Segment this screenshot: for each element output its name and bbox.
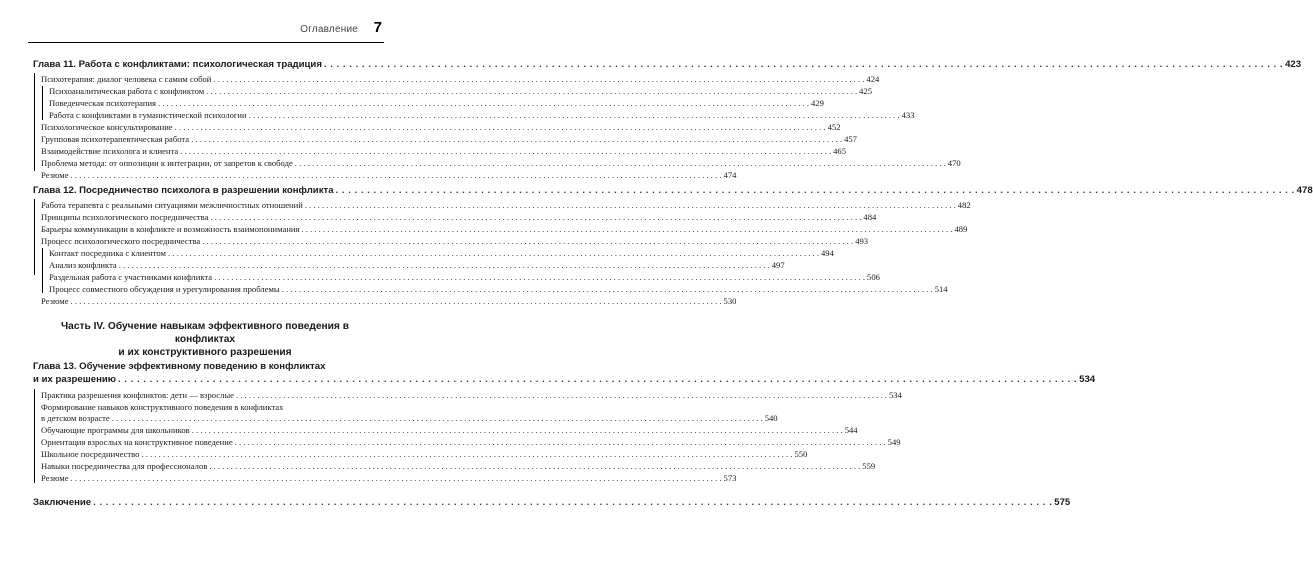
- leader-dots: [141, 449, 792, 459]
- section-bracket: [34, 389, 35, 483]
- toc-entry[interactable]: [41, 134, 857, 144]
- toc-page-number: 497: [771, 260, 785, 270]
- leader-dots: [235, 437, 886, 447]
- toc-page-number: 489: [954, 224, 968, 234]
- toc-page-number: 474: [723, 170, 737, 180]
- toc-entry-title: Практика разрешения конфликтов: дети — взрослые: [41, 390, 234, 400]
- toc-entry-title: Процесс совместного обсуждения и урегулирования проблемы: [49, 284, 280, 294]
- running-header-title: Оглавление: [300, 24, 358, 35]
- toc-page-number: 425: [859, 86, 873, 96]
- toc-chapter-13[interactable]: [33, 374, 1096, 385]
- leader-dots: [71, 296, 722, 306]
- toc-entry-title: Работа с конфликтами в гуманистической психологии: [49, 110, 247, 120]
- leader-dots: [180, 146, 831, 156]
- toc-chapter-title: Глава 11. Работа с конфликтами: психологическая традиция: [33, 59, 322, 70]
- toc-subentry[interactable]: [49, 284, 948, 294]
- toc-page-number: 494: [820, 248, 834, 258]
- leader-dots: [305, 200, 956, 210]
- toc-entry[interactable]: [41, 158, 961, 168]
- toc-entry[interactable]: [41, 212, 877, 222]
- toc-subentry[interactable]: [49, 260, 785, 270]
- toc-entry[interactable]: [41, 437, 901, 447]
- leader-dots: [210, 212, 861, 222]
- toc-chapter-title: Глава 12. Посредничество психолога в разрешении конфликта: [33, 185, 334, 196]
- toc-entry-title: в детском возрасте: [41, 413, 110, 423]
- leader-dots: [168, 248, 819, 258]
- toc-entry-title: Школьное посредничество: [41, 449, 140, 459]
- toc-page-number: 544: [844, 425, 858, 435]
- toc-page-number: 493: [855, 236, 869, 246]
- toc-entry-title: Поведенческая психотерапия: [49, 98, 157, 108]
- toc-page-number: 478: [1296, 185, 1313, 196]
- toc-page-number: 573: [723, 473, 737, 483]
- toc-entry-title: Резюме: [41, 296, 69, 306]
- toc-entry[interactable]: [41, 170, 737, 180]
- toc-entry-title: Обучающие программы для школьников: [41, 425, 190, 435]
- toc-subentry[interactable]: [49, 110, 915, 120]
- toc-page-number: 465: [833, 146, 847, 156]
- leader-dots: [158, 98, 809, 108]
- leader-dots: [192, 425, 843, 435]
- toc-chapter-12[interactable]: [33, 185, 1313, 196]
- toc-entry-title: Взаимодействие психолога и клиента: [41, 146, 179, 156]
- toc-entry[interactable]: [41, 122, 841, 132]
- toc-chapter-title: Заключение: [33, 497, 92, 508]
- toc-entry-title: Принципы психологического посредничества: [41, 212, 209, 222]
- toc-entry-title: Проблема метода: от оппозиции к интеграции, от запретов к свободе: [41, 158, 293, 168]
- toc-subentry[interactable]: [49, 248, 834, 258]
- subsection-bracket: [42, 248, 43, 293]
- leader-dots: [93, 497, 1052, 508]
- toc-entry[interactable]: [41, 449, 808, 459]
- toc-page-number: 429: [811, 98, 824, 108]
- part-heading[interactable]: [33, 320, 377, 359]
- leader-dots: [119, 260, 770, 270]
- toc-entry-title: Психотерапия: диалог человека с самим собой: [41, 74, 212, 84]
- section-bracket: [34, 199, 35, 275]
- toc-subentry[interactable]: [49, 98, 824, 108]
- toc-page-number: 514: [934, 284, 948, 294]
- toc-entry-title: Работа терапевта с реальными ситуациями межличностных отношений: [41, 200, 303, 210]
- leader-dots: [214, 272, 865, 282]
- toc-entry-title: Барьеры коммуникации в конфликте и возможность взаимопонимания: [41, 224, 300, 234]
- toc-page-number: 530: [723, 296, 737, 306]
- running-header: [28, 18, 384, 43]
- toc-conclusion[interactable]: [33, 497, 1071, 508]
- toc-page-number: 433: [901, 110, 915, 120]
- toc-page-number: 575: [1054, 497, 1071, 508]
- toc-entry-title: Ориентация взрослых на конструктивное поведение: [41, 437, 233, 447]
- toc-page-number: 484: [863, 212, 877, 222]
- toc-entry-title: Резюме: [41, 473, 69, 483]
- toc-chapter-13-line1[interactable]: Глава 13. Обучение эффективному поведению в конфликтах: [33, 361, 326, 372]
- page-number: 7: [373, 19, 382, 36]
- toc-page-number: 540: [764, 413, 778, 423]
- toc-subentry[interactable]: [49, 272, 880, 282]
- toc-entry-title: Психологическое консультирование: [41, 122, 173, 132]
- section-bracket: [34, 73, 35, 171]
- toc-entry[interactable]: [41, 390, 902, 400]
- toc-page-number: 550: [794, 449, 808, 459]
- toc-entry-title: Контакт посредника с клиентом: [49, 248, 166, 258]
- toc-entry[interactable]: [41, 146, 847, 156]
- leader-dots: [206, 86, 857, 96]
- toc-subentry[interactable]: [49, 86, 873, 96]
- toc-entry[interactable]: [41, 461, 876, 471]
- toc-entry[interactable]: [41, 224, 968, 234]
- leader-dots: [209, 461, 860, 471]
- subsection-bracket: [42, 86, 43, 120]
- leader-dots: [175, 122, 826, 132]
- toc-page-number: 423: [1285, 59, 1302, 70]
- toc-page-number: 452: [827, 122, 841, 132]
- toc-entry-title: Психоаналитическая работа с конфликтом: [49, 86, 205, 96]
- toc-entry[interactable]: [41, 236, 869, 246]
- part-heading-line: и их конструктивного разрешения: [118, 347, 292, 358]
- toc-chapter-11[interactable]: [33, 59, 1302, 70]
- leader-dots: [336, 185, 1295, 196]
- toc-page-number: 559: [862, 461, 876, 471]
- toc-entry[interactable]: [41, 473, 737, 483]
- leader-dots: [202, 236, 853, 246]
- toc-chapter-title: и их разрешению: [33, 374, 116, 385]
- leader-dots: [249, 110, 900, 120]
- leader-dots: [112, 413, 763, 423]
- leader-dots: [213, 74, 864, 84]
- leader-dots: [282, 284, 933, 294]
- leader-dots: [71, 170, 722, 180]
- toc-entry[interactable]: [41, 296, 737, 306]
- toc-page-number: 424: [866, 74, 880, 84]
- toc-entry-title: Раздельная работа с участниками конфликта: [49, 272, 213, 282]
- toc-page-number: 534: [1079, 374, 1096, 385]
- toc-entry[interactable]: [41, 425, 858, 435]
- toc-entry[interactable]: [41, 413, 778, 423]
- leader-dots: [236, 390, 887, 400]
- leader-dots: [324, 59, 1283, 70]
- leader-dots: [191, 134, 842, 144]
- leader-dots: [118, 374, 1077, 385]
- toc-entry-title: Анализ конфликта: [49, 260, 117, 270]
- toc-page-number: 534: [888, 390, 902, 400]
- leader-dots: [71, 473, 722, 483]
- toc-page-number: 457: [844, 134, 857, 144]
- toc-entry[interactable]: [41, 74, 880, 84]
- toc-page-number: 506: [867, 272, 880, 282]
- toc-entry[interactable]: [41, 200, 971, 210]
- toc-page-number: 470: [947, 158, 961, 168]
- toc-entry-title: Резюме: [41, 170, 69, 180]
- leader-dots: [301, 224, 952, 234]
- leader-dots: [295, 158, 946, 168]
- toc-page-number: 549: [887, 437, 901, 447]
- toc-entry-title: Групповая психотерапевтическая работа: [41, 134, 190, 144]
- toc-entry-title: Процесс психологического посредничества: [41, 236, 201, 246]
- part-heading-line: Часть IV. Обучение навыкам эффективного поведения в конфликтах: [61, 321, 349, 345]
- toc-page-number: 482: [957, 200, 971, 210]
- toc-entry-title: Навыки посредничества для профессионалов: [41, 461, 208, 471]
- toc-entry-wrapped-line1[interactable]: Формирование навыков конструктивного поведения в конфликтах: [41, 402, 284, 412]
